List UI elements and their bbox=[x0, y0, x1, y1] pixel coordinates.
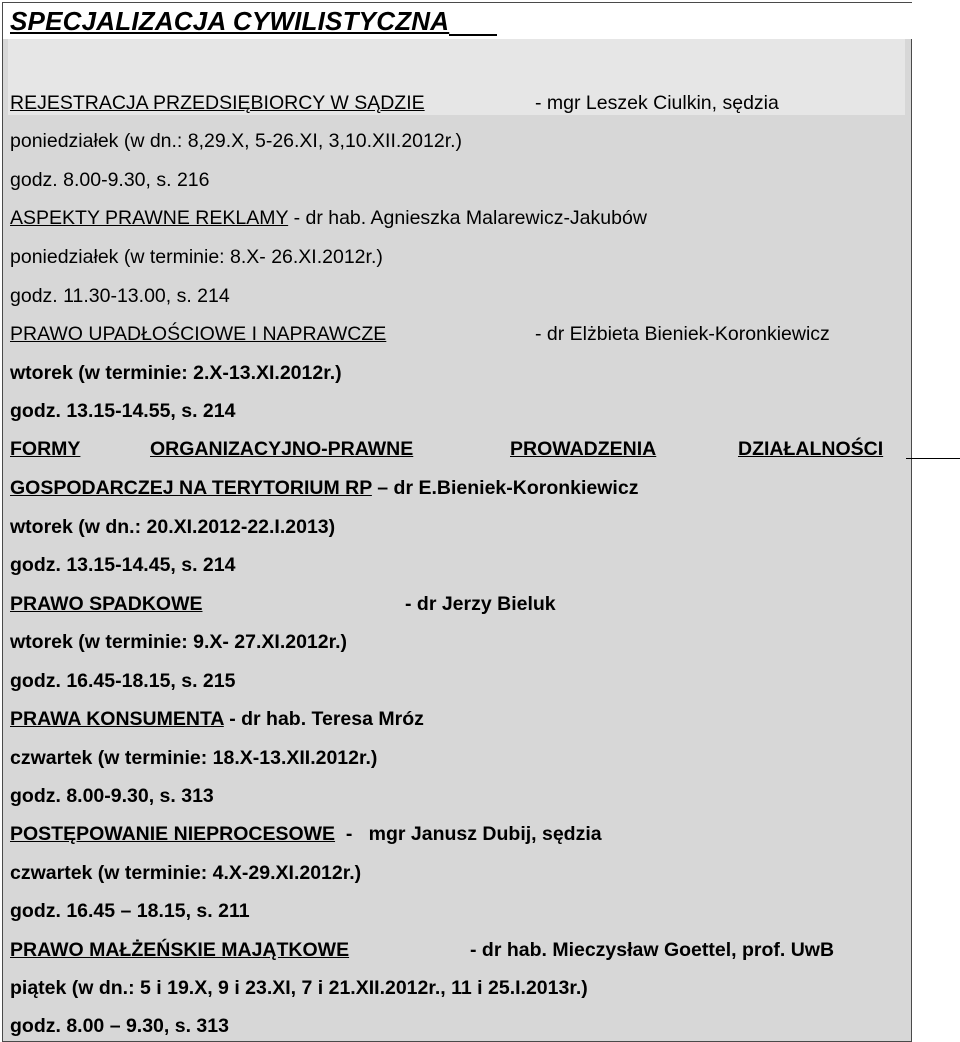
course-6-lecturer: - dr hab. Teresa Mróz bbox=[223, 708, 424, 730]
course-1-name: REJESTRACJA PRZEDSIĘBIORCY W SĄDZIE bbox=[10, 92, 425, 114]
course-3-time: godz. 13.15-14.55, s. 214 bbox=[10, 400, 236, 422]
course-4-underline-extension bbox=[906, 458, 960, 459]
course-4-name-w2: ORGANIZACYJNO-PRAWNE bbox=[150, 438, 414, 460]
course-7-row bbox=[10, 822, 602, 846]
course-4-name-line2: GOSPODARCZEJ NA TERYTORIUM RP bbox=[10, 477, 372, 499]
course-5-name: PRAWO SPADKOWE bbox=[10, 593, 203, 615]
course-4-name-w4: DZIAŁALNOŚCI bbox=[738, 438, 884, 460]
course-8-day: piątek (w dn.: 5 i 19.X, 9 i 23.XI, 7 i 21.XII.2012r., 11 i 25.I.2013r.) bbox=[10, 977, 588, 999]
course-5-lecturer: - dr Jerzy Bieluk bbox=[405, 593, 556, 615]
course-2-row bbox=[10, 206, 647, 230]
course-4-row2 bbox=[10, 476, 638, 500]
course-3-lecturer: - dr Elżbieta Bieniek-Koronkiewicz bbox=[535, 323, 830, 345]
page-title bbox=[10, 6, 497, 36]
course-2-lecturer: - dr hab. Agnieszka Malarewicz-Jakubów bbox=[288, 207, 647, 229]
course-7-day: czwartek (w terminie: 4.X-29.XI.2012r.) bbox=[10, 862, 362, 884]
course-3-day: wtorek (w terminie: 2.X-13.XI.2012r.) bbox=[10, 362, 342, 384]
course-4-name-w3: PROWADZENIA bbox=[510, 438, 657, 460]
course-5-time: godz. 16.45-18.15, s. 215 bbox=[10, 670, 236, 692]
course-4-name-w1: FORMY bbox=[10, 438, 81, 460]
course-2-day: poniedziałek (w terminie: 8.X- 26.XI.2012r.) bbox=[10, 246, 383, 268]
course-2-name: ASPEKTY PRAWNE REKLAMY bbox=[10, 207, 289, 229]
course-4-lecturer: – dr E.Bieniek-Koronkiewicz bbox=[371, 477, 639, 499]
course-8-lecturer: - dr hab. Mieczysław Goettel, prof. UwB bbox=[470, 939, 835, 961]
course-1-time: godz. 8.00-9.30, s. 216 bbox=[10, 169, 210, 191]
page-title-text: SPECJALIZACJA CYWILISTYCZNA bbox=[10, 6, 450, 36]
course-4-time: godz. 13.15-14.45, s. 214 bbox=[10, 554, 236, 576]
course-7-time: godz. 16.45 – 18.15, s. 211 bbox=[10, 900, 250, 922]
course-6-time: godz. 8.00-9.30, s. 313 bbox=[10, 785, 214, 807]
course-3-name: PRAWO UPADŁOŚCIOWE I NAPRAWCZE bbox=[10, 323, 387, 345]
course-8-time: godz. 8.00 – 9.30, s. 313 bbox=[10, 1015, 229, 1037]
title-underline bbox=[449, 10, 497, 36]
course-6-row bbox=[10, 707, 424, 731]
course-5-day: wtorek (w terminie: 9.X- 27.XI.2012r.) bbox=[10, 631, 348, 653]
course-7-name: POSTĘPOWANIE NIEPROCESOWE bbox=[10, 823, 336, 845]
course-1-lecturer: - mgr Leszek Ciulkin, sędzia bbox=[535, 92, 779, 114]
course-8-name: PRAWO MAŁŻEŃSKIE MAJĄTKOWE bbox=[10, 939, 350, 961]
course-7-lecturer: - mgr Janusz Dubij, sędzia bbox=[335, 823, 602, 845]
course-6-day: czwartek (w terminie: 18.X-13.XII.2012r.) bbox=[10, 747, 378, 769]
course-2-time: godz. 11.30-13.00, s. 214 bbox=[10, 285, 230, 307]
course-4-day: wtorek (w dn.: 20.XI.2012-22.I.2013) bbox=[10, 516, 336, 538]
course-6-name: PRAWA KONSUMENTA bbox=[10, 708, 224, 730]
course-1-day: poniedziałek (w dn.: 8,29.X, 5-26.XI, 3,10.XII.2012r.) bbox=[10, 130, 463, 152]
